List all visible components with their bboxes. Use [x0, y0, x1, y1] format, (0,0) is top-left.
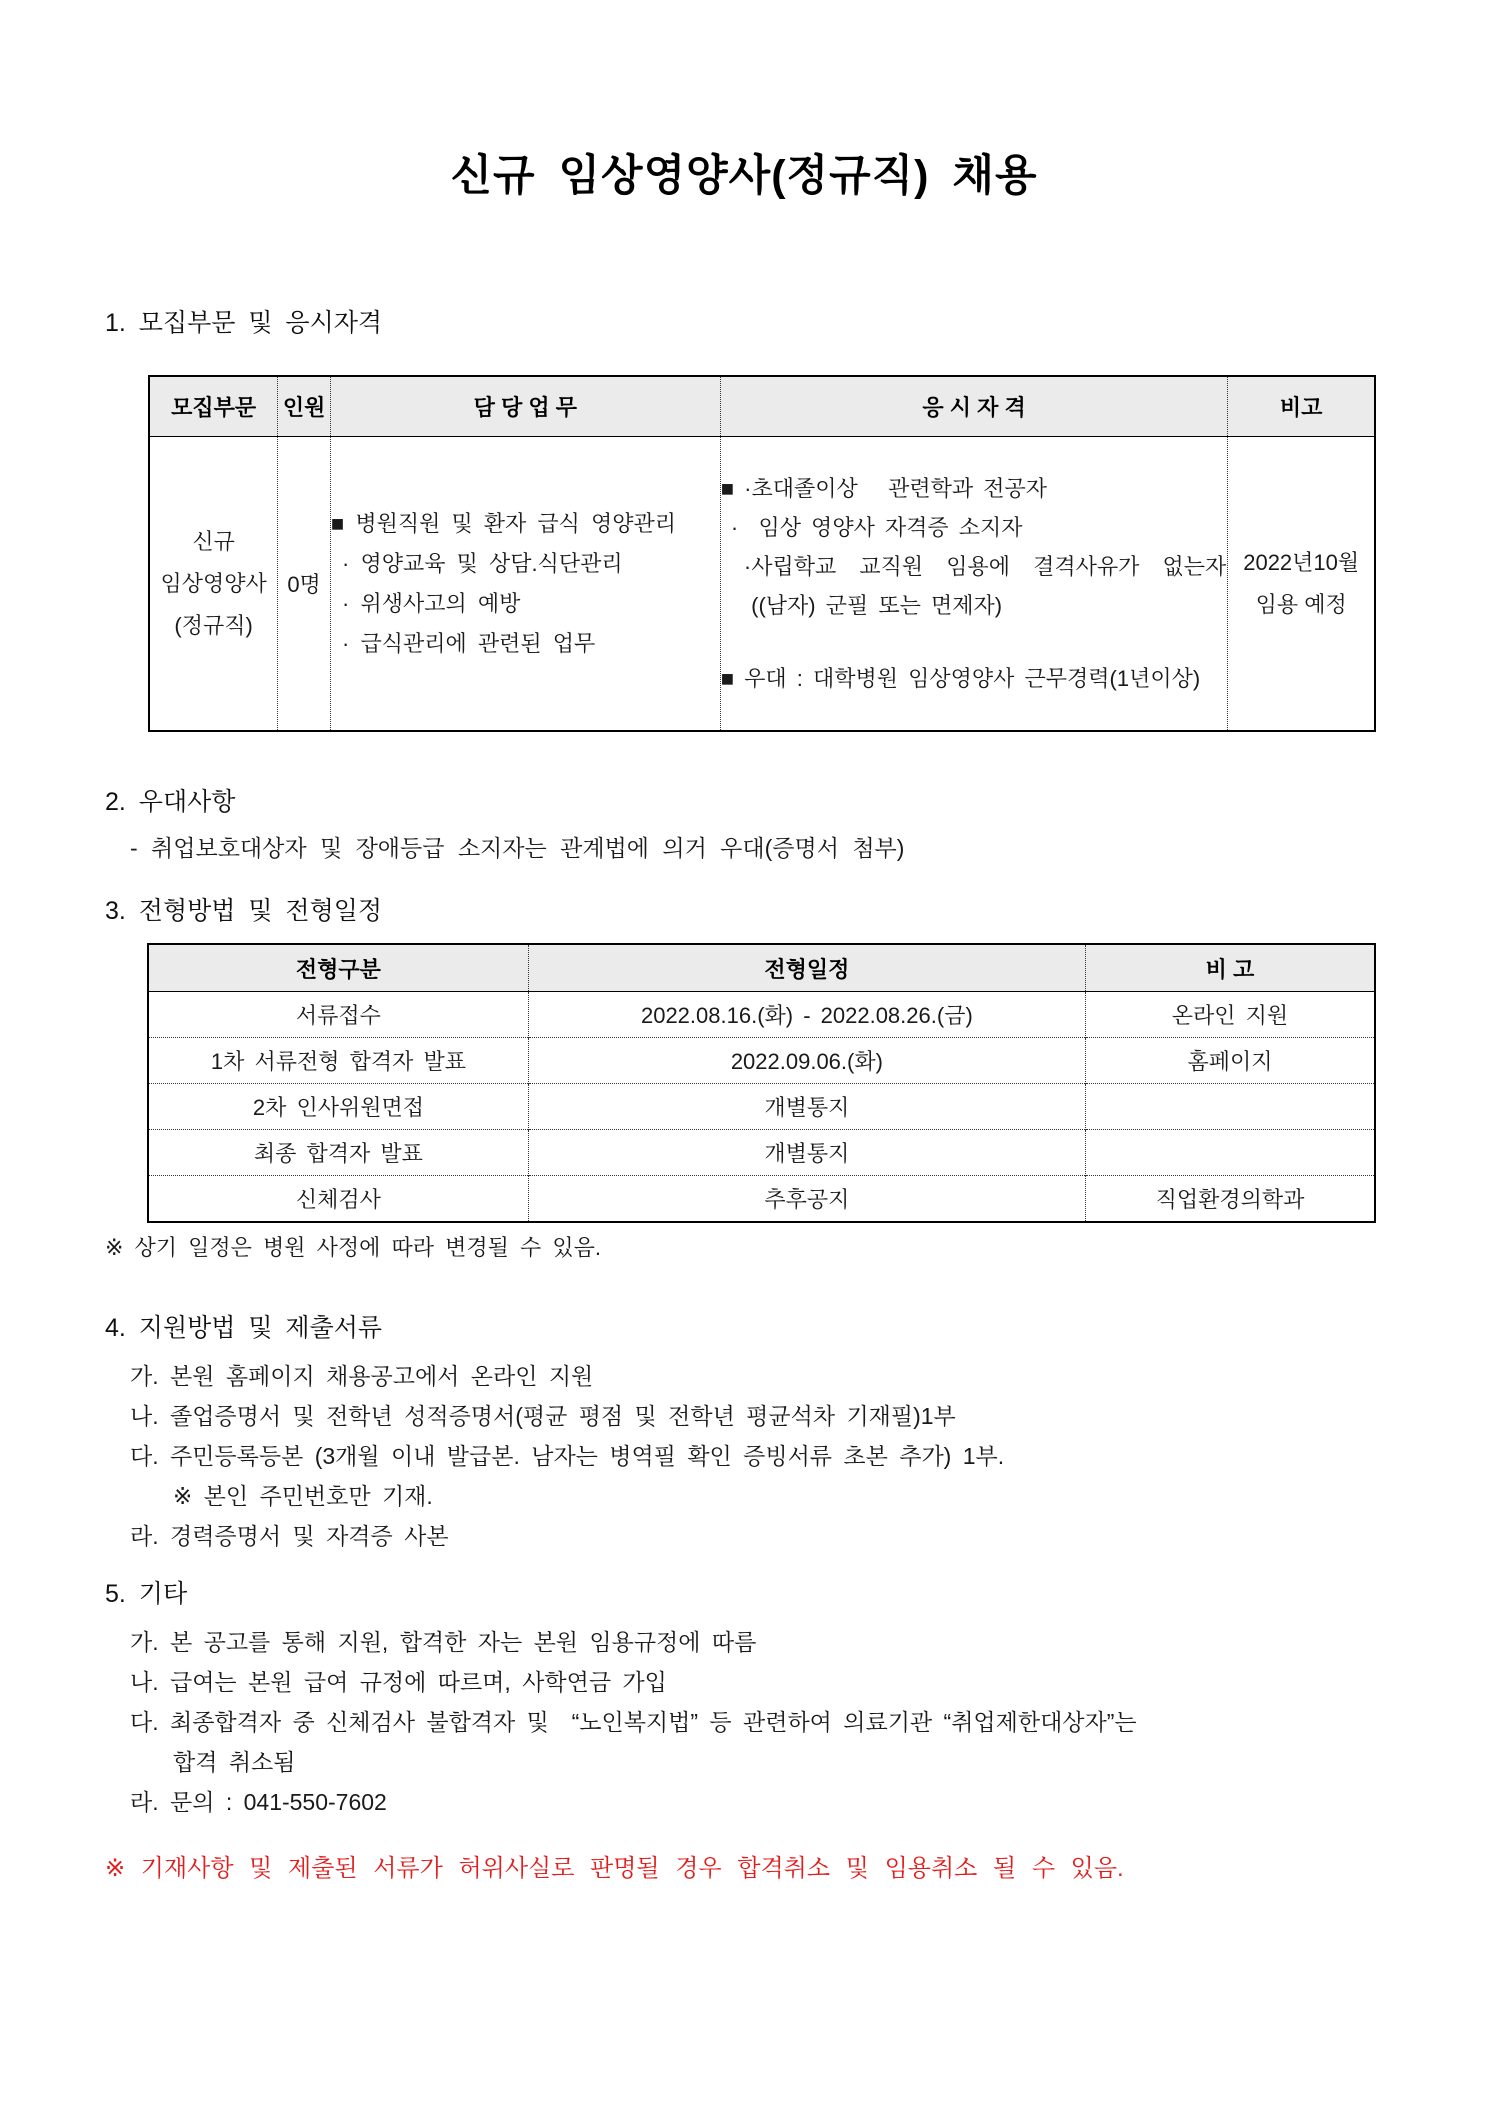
cell-line: · 위생사고의 예방 [330, 590, 521, 616]
schedule-table [147, 943, 1376, 1223]
cell-line: · 급식관리에 관련된 업무 [330, 630, 596, 656]
cell-line: ·사립학교 교직원 임용에 결격사유가 없는자 [720, 554, 1227, 579]
section2-body: - 취업보호대상자 및 장애등급 소지자는 관계법에 의거 우대(증명서 첨부) [130, 835, 905, 861]
cell-note [1228, 437, 1375, 732]
table-row [148, 1038, 1375, 1084]
column-header-stage: 전형구분 [148, 944, 528, 992]
column-header-schedule: 전형일정 [528, 944, 1085, 992]
cell-line: 2022년10월 [1243, 549, 1360, 575]
list-item: 라. 문의 : 041-550-7602 [130, 1789, 387, 1815]
schedule-footnote: ※ 상기 일정은 병원 사정에 따라 변경될 수 있음. [105, 1235, 601, 1260]
column-header-qualifications: 응 시 자 격 [720, 376, 1228, 437]
cell-schedule: 2022.08.16.(화) - 2022.08.26.(금) [528, 992, 1085, 1038]
cell-line: ■ 병원직원 및 환자 급식 영양관리 [330, 510, 677, 536]
recruitment-table [148, 375, 1376, 732]
list-item: 나. 급여는 본원 급여 규정에 따르며, 사학연금 가입 [130, 1669, 667, 1695]
column-header-count: 인원 [278, 376, 331, 437]
cell-note [1085, 1130, 1375, 1176]
list-item: 라. 경력증명서 및 자격증 사본 [130, 1523, 449, 1549]
cell-line: ■ 우대 : 대학병원 임상영양사 근무경력(1년이상) [720, 666, 1201, 691]
list-item: 다. 주민등록등본 (3개월 이내 발급본. 남자는 병역필 확인 증빙서류 초본 추가) 1부. [130, 1443, 1005, 1469]
cell-schedule: 2022.09.06.(화) [528, 1038, 1085, 1084]
cell-line: ((남자) 군필 또는 면제자) [720, 593, 1003, 618]
section1-heading: 1. 모집부문 및 응시자격 [105, 309, 383, 337]
cell-note: 홈페이지 [1085, 1038, 1375, 1084]
cell-stage: 신체검사 [148, 1176, 528, 1223]
column-header-duties: 담 당 업 무 [330, 376, 720, 437]
cell-recruit-part [149, 437, 278, 732]
column-header-part: 모집부문 [149, 376, 278, 437]
cell-line: 임용 예정 [1255, 591, 1347, 617]
cell-headcount: 0명 [278, 437, 331, 732]
cell-note [1085, 1084, 1375, 1130]
section4-heading: 4. 지원방법 및 제출서류 [105, 1314, 383, 1342]
column-header-note: 비 고 [1085, 944, 1375, 992]
table-row [148, 1084, 1375, 1130]
cell-stage: 최종 합격자 발표 [148, 1130, 528, 1176]
list-item-sub: ※ 본인 주민번호만 기재. [173, 1483, 433, 1509]
cell-schedule: 추후공지 [528, 1176, 1085, 1223]
page-title: 신규 임상영양사(정규직) 채용 [450, 152, 1038, 200]
list-item: 가. 본 공고를 통해 지원, 합격한 자는 본원 임용규정에 따름 [130, 1629, 757, 1655]
cell-line: ■ ·초대졸이상 관련학과 전공자 [720, 476, 1047, 501]
table-header-row [148, 944, 1375, 992]
cell-note: 직업환경의학과 [1085, 1176, 1375, 1223]
section5-list [105, 1622, 1383, 1822]
cell-spacer [721, 625, 1228, 659]
cell-stage: 2차 인사위원면접 [148, 1084, 528, 1130]
cell-note: 온라인 지원 [1085, 992, 1375, 1038]
column-header-note: 비고 [1228, 376, 1375, 437]
table-row [149, 437, 1375, 732]
cell-qualifications [720, 437, 1228, 732]
list-item-sub: 합격 취소됨 [173, 1749, 296, 1775]
section5-heading: 5. 기타 [105, 1580, 188, 1608]
cell-stage: 1차 서류전형 합격자 발표 [148, 1038, 528, 1084]
table-row [148, 1176, 1375, 1223]
list-item: 나. 졸업증명서 및 전학년 성적증명서(평균 평점 및 전학년 평균석차 기재필)1부 [130, 1403, 956, 1429]
table-row [148, 992, 1375, 1038]
cell-line: 임상영양사 [160, 570, 267, 596]
cell-line: 신규 [192, 528, 235, 554]
section2-heading: 2. 우대사항 [105, 788, 236, 816]
table-row [148, 1130, 1375, 1176]
section4-list [105, 1356, 1383, 1556]
cell-schedule: 개별통지 [528, 1130, 1085, 1176]
cell-line: · 영양교육 및 상담.식단관리 [330, 550, 623, 576]
cell-duties [330, 437, 720, 732]
cell-line: (정규직) [174, 612, 253, 638]
cell-line: · 임상 영양사 자격증 소지자 [720, 515, 1023, 540]
list-item: 가. 본원 홈페이지 채용공고에서 온라인 지원 [130, 1363, 594, 1389]
table-header-row [149, 376, 1375, 437]
section3-heading: 3. 전형방법 및 전형일정 [105, 897, 383, 925]
cell-stage: 서류접수 [295, 1003, 381, 1028]
list-item: 다. 최종합격자 중 신체검사 불합격자 및 “노인복지법” 등 관련하여 의료기관 “취업제한대상자”는 [130, 1709, 1137, 1735]
warning-note: ※ 기재사항 및 제출된 서류가 허위사실로 판명될 경우 합격취소 및 임용취소 될 수 있음. [105, 1855, 1124, 1882]
cell-schedule: 개별통지 [528, 1084, 1085, 1130]
